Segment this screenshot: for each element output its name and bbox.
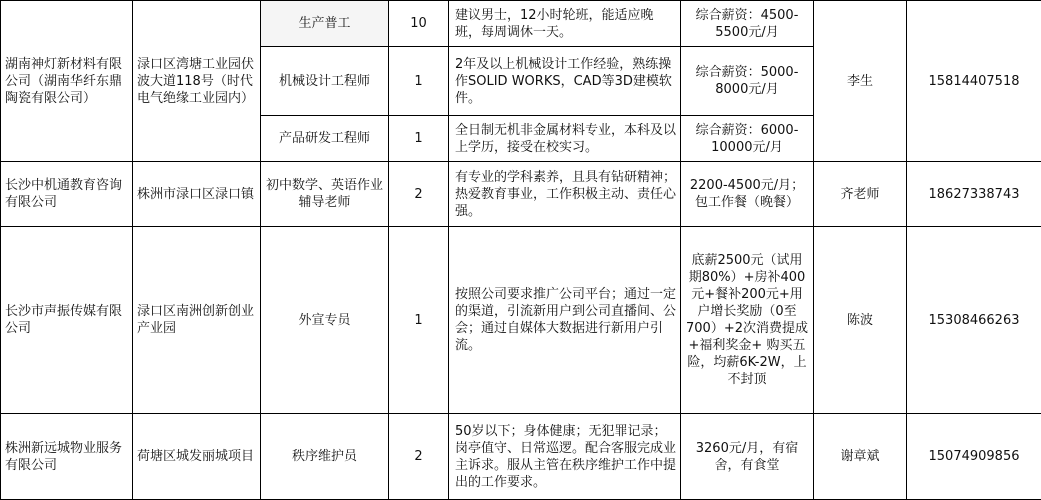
hire-count: 2 [389, 162, 449, 227]
contact-phone: 15308466263 [907, 227, 1041, 414]
company-address: 渌口区南洲创新创业产业园 [133, 227, 261, 414]
company-name: 长沙市声振传媒有限公司 [1, 227, 133, 414]
position-requirement: 全日制无机非金属材料专业，本科及以上学历，接受在校实习。 [449, 116, 681, 162]
contact-person: 齐老师 [814, 162, 907, 227]
position-title: 初中数学、英语作业辅导老师 [261, 162, 389, 227]
table-row [1, 414, 1041, 500]
contact-person: 陈波 [814, 227, 907, 414]
position-requirement: 建议男士，12小时轮班，能适应晚班，每周调休一天。 [449, 1, 681, 47]
hire-count: 1 [389, 116, 449, 162]
salary: 综合薪资：4500-5500元/月 [681, 1, 814, 47]
position-title: 秩序维护员 [261, 414, 389, 500]
salary: 底薪2500元（试用期80%）+房补400元+餐补200元+用户增长奖励（0至700）+2次消费提成+福利奖金+ 购买五险，均薪6K-2W，上不封顶 [681, 227, 814, 414]
salary: 3260元/月，有宿舍，有食堂 [681, 414, 814, 500]
contact-phone: 15074909856 [907, 414, 1041, 500]
hire-count: 2 [389, 414, 449, 500]
contact-person: 谢章斌 [814, 414, 907, 500]
company-name: 长沙中机通教育咨询有限公司 [1, 162, 133, 227]
hire-count: 10 [389, 1, 449, 47]
contact-phone: 15814407518 [907, 1, 1041, 162]
contact-person: 李生 [814, 1, 907, 162]
hire-count: 1 [389, 227, 449, 414]
company-address: 荷塘区城发丽城项目 [133, 414, 261, 500]
position-requirement: 2年及以上机械设计工作经验，熟练操作SOLID WORKS，CAD等3D建模软件。 [449, 47, 681, 116]
position-title: 产品研发工程师 [261, 116, 389, 162]
position-requirement: 50岁以下；身体健康；无犯罪记录；岗亭值守、日常巡逻。配合客服完成业主诉求。服从主管在秩序维护工作中提出的工作要求。 [449, 414, 681, 500]
company-address: 株洲市渌口区渌口镇 [133, 162, 261, 227]
contact-phone: 18627338743 [907, 162, 1041, 227]
salary: 综合薪资：6000-10000元/月 [681, 116, 814, 162]
company-name: 株洲新远城物业服务有限公司 [1, 414, 133, 500]
position-title: 生产普工 [261, 1, 389, 47]
position-requirement: 有专业的学科素养，且具有钻研精神；热爱教育事业，工作积极主动、责任心强。 [449, 162, 681, 227]
position-requirement: 按照公司要求推广公司平台；通过一定的渠道，引流新用户到公司直播间、公会；通过自媒体大数据进行新用户引流。 [449, 227, 681, 414]
salary: 综合薪资：5000-8000元/月 [681, 47, 814, 116]
salary: 2200-4500元/月；包工作餐（晚餐） [681, 162, 814, 227]
company-address: 渌口区湾塘工业园伏波大道118号（时代电气绝缘工业园内） [133, 1, 261, 162]
table-row [1, 227, 1041, 414]
table-row [1, 1, 1041, 47]
table-row [1, 162, 1041, 227]
position-title: 机械设计工程师 [261, 47, 389, 116]
company-name: 湖南神灯新材料有限公司（湖南华纤东鼎陶瓷有限公司） [1, 1, 133, 162]
hire-count: 1 [389, 47, 449, 116]
position-title: 外宣专员 [261, 227, 389, 414]
